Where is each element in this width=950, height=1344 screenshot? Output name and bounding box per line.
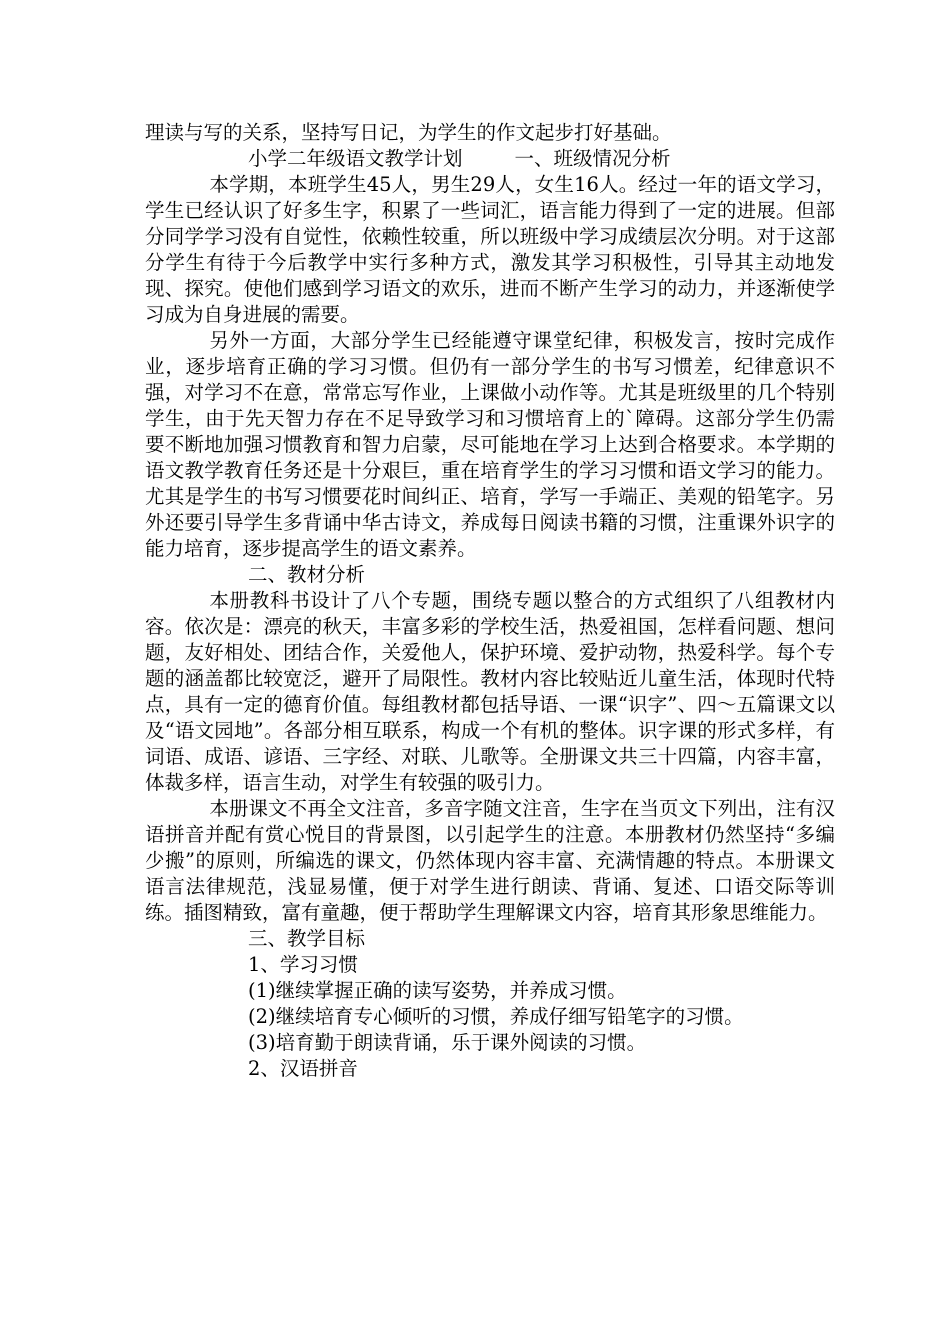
section-heading-2: 二、教材分析 <box>248 563 366 586</box>
paragraph-learning-habits: 另外一方面，大部分学生已经能遵守课堂纪律，积极发言，按时完成作业，逐步培育正确的学习习惯。但仍有一部分学生的书写习惯差，纪律意识不强，对学习不在意，常常忘写作业，上课做小动作等。尤其是班级里的几个特别学生，由于先天智力存在不足导致学习和习惯培育上的`障碍。这部分学生仍需要不断地加强习惯教育和智力启蒙，尽可能地在学习上达到合格要求。本学期的语文教学教育任务还是十分艰巨，重在培育学生的学习习惯和语文学习的能力。尤其是学生的书写习惯要花时间纠正、培育，学写一手端正、美观的铅笔字。另外还要引导学生多背诵中华古诗文，养成每日阅读书籍的习惯，注重课外识字的能力培育，逐步提高学生的语文素养。 <box>145 329 835 560</box>
list-heading-habits: 1、学习习惯 <box>248 953 358 976</box>
document-body <box>145 120 835 1082</box>
list-item: (2)继续培育专心倾听的习惯，养成仔细写铅笔字的习惯。 <box>248 1005 744 1028</box>
list-heading-pinyin: 2、汉语拼音 <box>248 1057 358 1080</box>
paragraph-textbook-topics: 本册教科书设计了八个专题，围绕专题以整合的方式组织了八组教材内容。依次是：漂亮的秋天，丰富多彩的学校生活，热爱祖国，怎样看问题、想问题，友好相处、团结合作，关爱他人，保护环境、爱护动物，热爱科学。每个专题的涵盖都比较宽泛，避开了局限性。教材内容比较贴近儿童生活，体现时代特点，具有一定的德育价值。每组教材都包括导语、一课“识字”、四～五篇课文以及“语文园地”。各部分相互联系，构成一个有机的整体。识字课的形式多样，有词语、成语、谚语、三字经、对联、儿歌等。全册课文共三十四篇，内容丰富，体裁多样，语言生动，对学生有较强的吸引力。 <box>145 589 835 794</box>
document-title: 小学二年级语文教学计划 <box>248 147 463 170</box>
paragraph-class-overview: 本学期，本班学生45人，男生29人，女生16人。经过一年的语文学习，学生已经认识了好多生字，积累了一些词汇，语言能力得到了一定的进展。但部分同学学习没有自觉性，依赖性较重，所以班级中学习成绩层次分明。对于这部分学生有待于今后教学中实行多种方式，激发其学习积极性，引导其主动地发现、探究。使他们感到学习语文的欢乐，进而不断产生学习的动力，并逐渐使学习成为自身进展的需要。 <box>145 173 835 326</box>
section-heading-3: 三、教学目标 <box>248 927 366 950</box>
paragraph-textbook-features: 本册课文不再全文注音，多音字随文注音，生字在当页文下列出，注有汉语拼音并配有赏心悦目的背景图，以引起学生的注意。本册教材仍然坚持“多编少搬”的原则，所编选的课文，仍然体现内容丰富、充满情趣的特点。本册课文语言法律规范，浅显易懂，便于对学生进行朗读、背诵、复述、口语交际等训练。插图精致，富有童趣，便于帮助学生理解课文内容，培育其形象思维能力。 <box>145 797 835 924</box>
list-item: (3)培育勤于朗读背诵，乐于课外阅读的习惯。 <box>248 1031 647 1054</box>
list-item: (1)继续掌握正确的读写姿势，并养成习惯。 <box>248 979 627 1002</box>
paragraph-intro: 理读与写的关系，坚持写日记，为学生的作文起步打好基础。 <box>145 121 672 144</box>
section-heading-1: 一、班级情况分析 <box>514 147 671 170</box>
title-row <box>145 146 835 172</box>
